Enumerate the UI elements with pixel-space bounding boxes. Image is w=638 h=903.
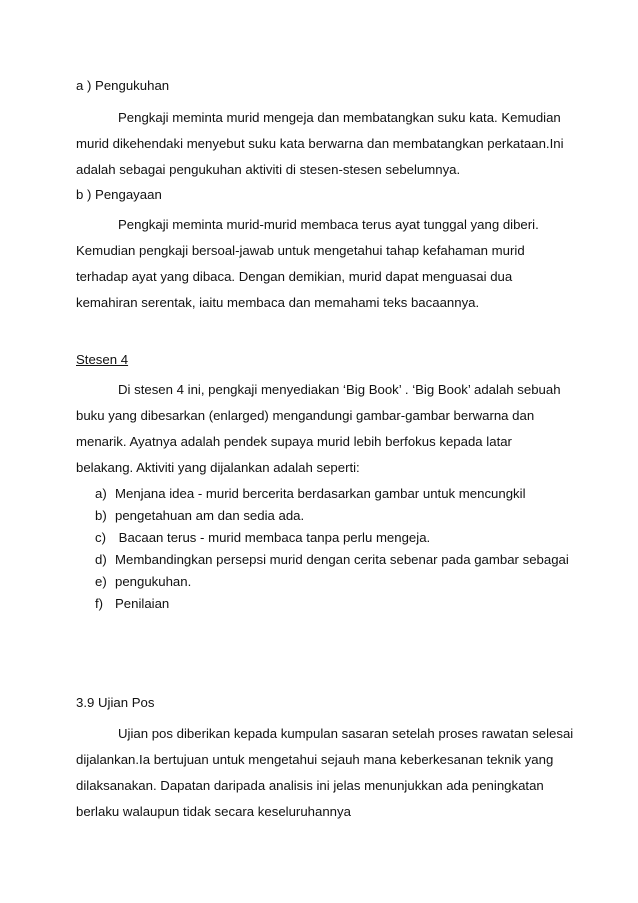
list-marker: d) bbox=[95, 552, 107, 567]
paragraph-stesen-4 bbox=[76, 377, 566, 481]
paragraph-line: kemahiran serentak, iaitu membaca dan memahami teks bacaannya. bbox=[76, 295, 480, 310]
paragraph-line: terhadap ayat yang dibaca. Dengan demikian, murid dapat menguasai dua bbox=[76, 269, 513, 284]
paragraph-line: Ujian pos diberikan kepada kumpulan sasaran setelah proses rawatan selesai bbox=[118, 726, 574, 741]
section-heading-stesen-4: Stesen 4 bbox=[76, 352, 129, 367]
list-marker: a) bbox=[95, 486, 107, 501]
list-marker: e) bbox=[95, 574, 107, 589]
paragraph-line: adalah sebagai pengukuhan aktiviti di stesen-stesen sebelumnya. bbox=[76, 162, 461, 177]
section-heading-pengukuhan: a ) Pengukuhan bbox=[76, 78, 170, 93]
list-item bbox=[95, 483, 565, 505]
paragraph-line: Pengkaji meminta murid mengeja dan membatangkan suku kata. Kemudian bbox=[118, 110, 561, 125]
list-item bbox=[95, 549, 569, 571]
list-item-text: Bacaan terus - murid membaca tanpa perlu mengeja. bbox=[115, 530, 431, 545]
list-item-text: Penilaian bbox=[115, 596, 170, 611]
paragraph-pengukuhan bbox=[76, 105, 566, 183]
paragraph-ujian-pos bbox=[76, 721, 574, 825]
paragraph-line: Pengkaji meminta murid-murid membaca terus ayat tunggal yang diberi. bbox=[118, 217, 539, 232]
paragraph-line: dijalankan.Ia bertujuan untuk mengetahui sejauh mana keberkesanan teknik yang bbox=[76, 752, 554, 767]
paragraph-line: menarik. Ayatnya adalah pendek supaya murid lebih berfokus kepada latar bbox=[76, 434, 512, 449]
list-item-text: Membandingkan persepsi murid dengan cerita sebenar pada gambar sebagai bbox=[115, 552, 569, 567]
list-marker: b) bbox=[95, 508, 107, 523]
list-item-text: pengetahuan am dan sedia ada. bbox=[115, 508, 305, 523]
paragraph-line: murid dikehendaki menyebut suku kata berwarna dan membatangkan perkataan.Ini bbox=[76, 136, 564, 151]
paragraph-line: buku yang dibesarkan (enlarged) mengandungi gambar-gambar berwarna dan bbox=[76, 408, 535, 423]
list-item-text: pengukuhan. bbox=[115, 574, 192, 589]
paragraph-pengayaan bbox=[76, 212, 566, 316]
paragraph-line: dilaksanakan. Dapatan daripada analisis ini jelas menunjukkan ada peningkatan bbox=[76, 778, 544, 793]
paragraph-line: Kemudian pengkaji bersoal-jawab untuk mengetahui tahap kefahaman murid bbox=[76, 243, 525, 258]
activity-list bbox=[95, 483, 569, 615]
list-item bbox=[95, 527, 565, 549]
list-item bbox=[95, 505, 565, 527]
paragraph-line: berlaku walaupun tidak secara keseluruhannya bbox=[76, 804, 351, 819]
list-item bbox=[95, 593, 565, 615]
list-marker: f) bbox=[95, 596, 104, 611]
section-heading-pengayaan: b ) Pengayaan bbox=[76, 187, 162, 202]
paragraph-line: belakang. Aktiviti yang dijalankan adalah seperti: bbox=[76, 460, 360, 475]
list-item bbox=[95, 571, 565, 593]
list-item-text: Menjana idea - murid bercerita berdasarkan gambar untuk mencungkil bbox=[115, 486, 526, 501]
list-marker: c) bbox=[95, 530, 106, 545]
section-heading-ujian-pos: 3.9 Ujian Pos bbox=[76, 695, 155, 710]
paragraph-line: Di stesen 4 ini, pengkaji menyediakan ‘Big Book’ . ‘Big Book’ adalah sebuah bbox=[118, 382, 561, 397]
